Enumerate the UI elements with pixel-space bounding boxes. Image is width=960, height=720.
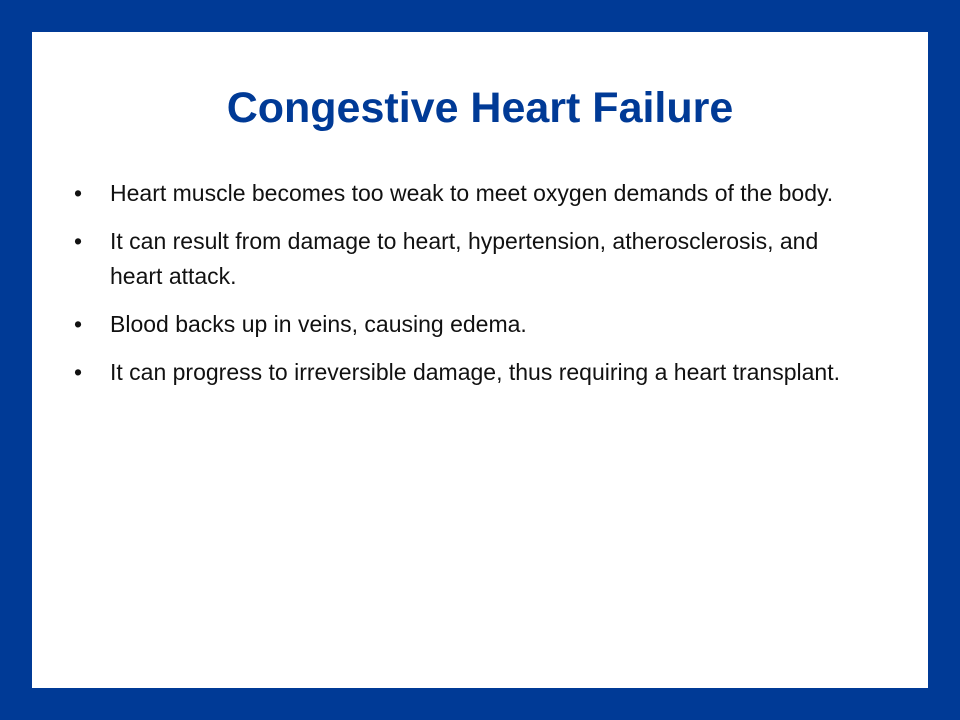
bullet-list: [72, 176, 872, 403]
bullet-text: It can result from damage to heart, hypertension, atherosclerosis, and heart attack.: [110, 228, 819, 289]
bullet-item: [72, 176, 872, 211]
bullet-item: [72, 355, 872, 390]
bullet-item: [72, 307, 872, 342]
bullet-icon: •: [74, 228, 83, 254]
bullet-icon: •: [74, 180, 83, 206]
slide-title: Congestive Heart Failure: [226, 84, 734, 132]
bullet-item: [72, 224, 872, 294]
bullet-text: Heart muscle becomes too weak to meet oxygen demands of the body.: [110, 180, 834, 206]
bullet-text: It can progress to irreversible damage, thus requiring a heart transplant.: [110, 359, 840, 385]
bullet-icon: •: [74, 311, 83, 337]
bullet-text: Blood backs up in veins, causing edema.: [110, 311, 527, 337]
bullet-icon: •: [74, 359, 83, 385]
